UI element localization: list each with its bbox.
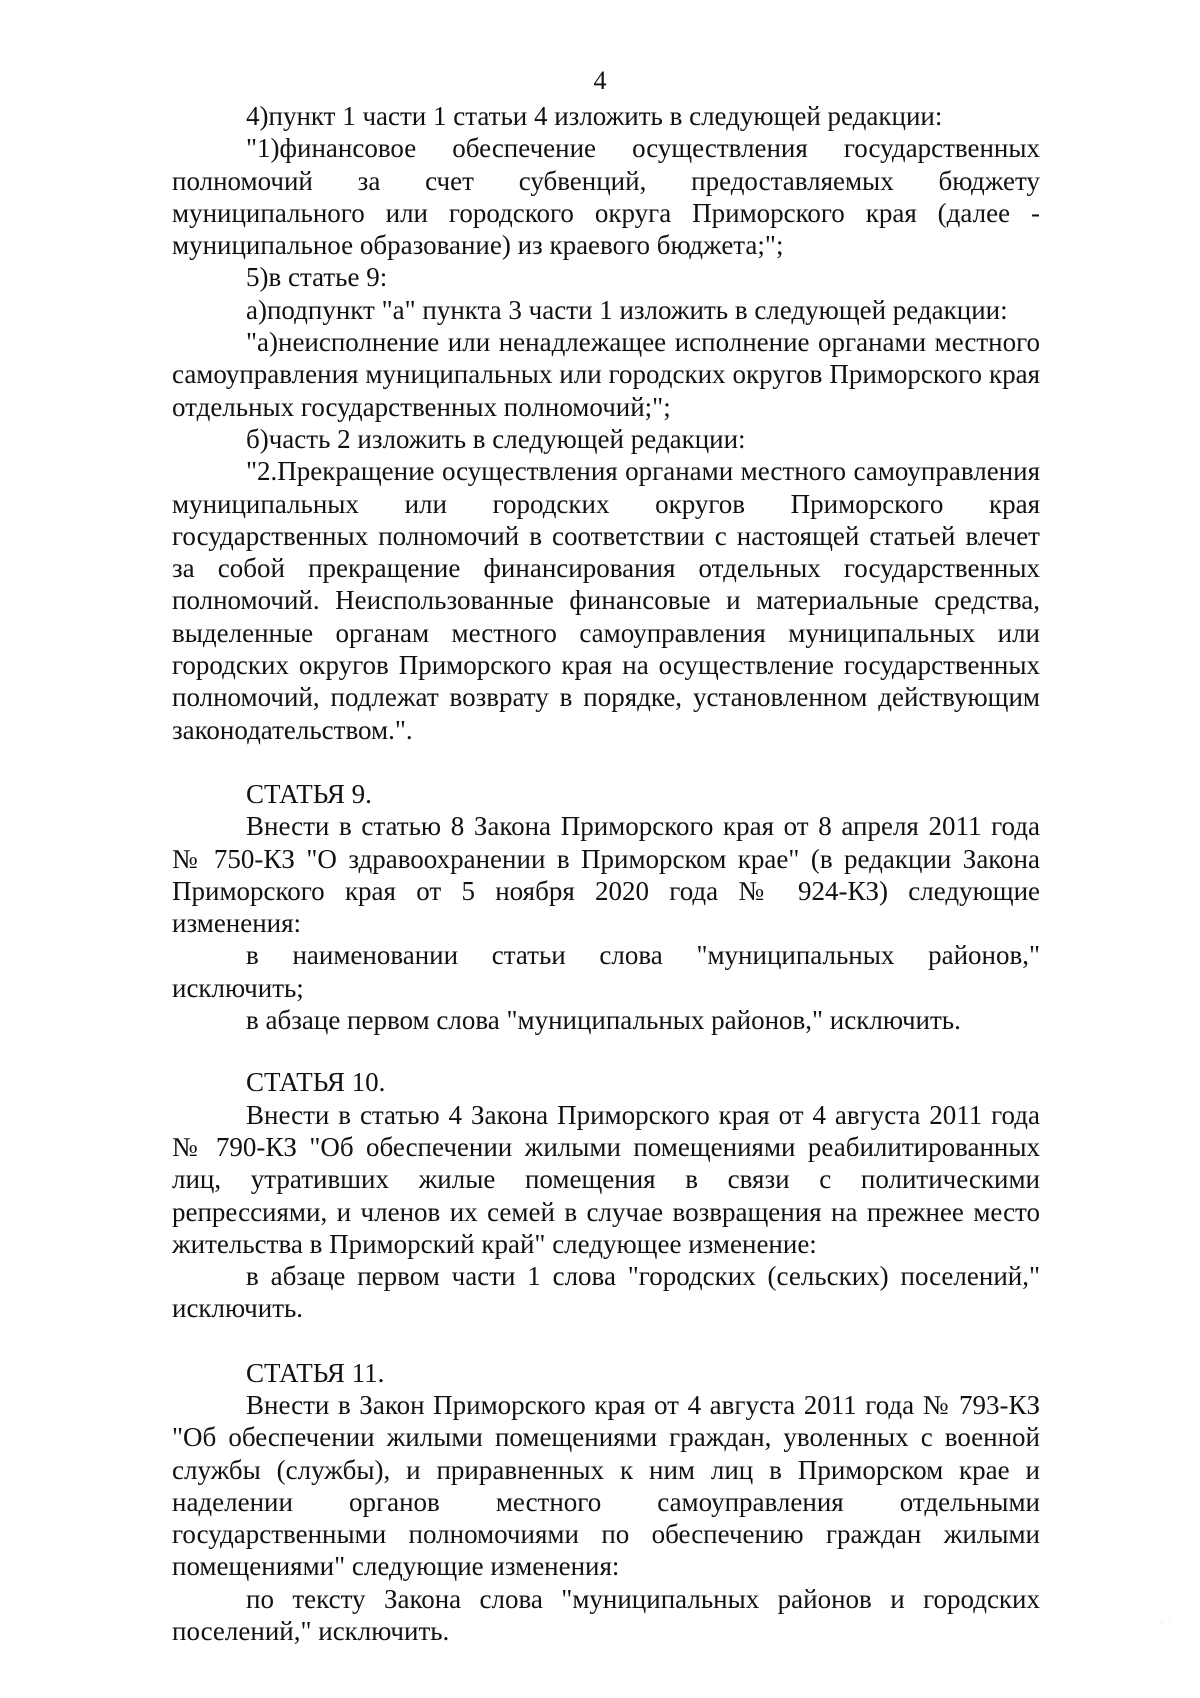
section-gap	[172, 1036, 1040, 1066]
amendment-subitem-a: а)подпункт "а" пункта 3 части 1 изложить в следующей редакции:	[246, 294, 1008, 325]
amendment-item-4-text: "1)финансовое обеспечение осуществления государственных полномочий за счет субвенций, предоставляемых бюджету муниципального или городского округа Приморского края (далее - муниципальное образование) из краевого бюджета;";	[172, 133, 1040, 261]
section-gap	[172, 746, 1040, 778]
amendment-item-5: 5)в статье 9:	[246, 262, 388, 293]
article-10-heading: СТАТЬЯ 10.	[246, 1067, 386, 1098]
article-10-paragraph: в абзаце первом части 1 слова "городских (сельских) поселений," исключить.	[172, 1261, 1040, 1324]
amendment-subitem-b: б)часть 2 изложить в следующей редакции:	[246, 423, 746, 454]
scan-speck-decoration: · ·	[1160, 1618, 1174, 1627]
section-gap	[172, 1325, 1040, 1357]
amendment-subitem-a-text: "а)неисполнение или ненадлежащее исполнение органами местного самоуправления муниципальных или городских округов Приморского края отдельных государственных полномочий;";	[172, 327, 1040, 422]
article-11-paragraph: Внести в Закон Приморского края от 4 августа 2011 года № 793-КЗ "Об обеспечении жилыми помещениями граждан, уволенных с военной службы (службы), и приравненных к ним лиц в Приморском крае и наделении органов местного самоуправления отдельными государственными полномочиями по обеспечению граждан жилыми помещениями" следующие изменения:	[172, 1389, 1040, 1582]
amendment-subitem-b-text: "2.Прекращение осуществления органами местного самоуправления муниципальных или городских округов Приморского края государственных полномочий в соответствии с настоящей статьей влечет за собой прекращение финансирования отдельных государственных полномочий. Неиспользованные финансовые и материальные средства, выделенные органам местного самоуправления муниципальных или городских округов Приморского края на осуществление государственных полномочий, подлежат возврату в порядке, установленном действующим законодательством.".	[172, 456, 1040, 745]
amendment-item-4: 4)пункт 1 части 1 статьи 4 изложить в следующей редакции:	[246, 101, 943, 131]
article-11-heading: СТАТЬЯ 11.	[246, 1357, 385, 1388]
article-10-paragraph: Внести в статью 4 Закона Приморского края от 4 августа 2011 года № 790-КЗ "Об обеспечении жилыми помещениями реабилитированных лиц, утративших жилые помещения в связи с политическими репрессиями, и членов их семей в случае возвращения на прежнее место жительства в Приморский край" следующее изменение:	[172, 1099, 1040, 1259]
page-number: 4	[593, 66, 607, 95]
article-9-paragraph: Внести в статью 8 Закона Приморского края от 8 апреля 2011 года № 750-КЗ "О здравоохранении в Приморском крае" (в редакции Закона Приморского края от 5 ноября 2020 года № 924-КЗ) следующие изменения:	[172, 811, 1040, 939]
article-9-paragraph: в наименовании статьи слова "муниципальных районов," исключить;	[172, 940, 1040, 1003]
article-9-paragraph: в абзаце первом слова "муниципальных районов," исключить.	[246, 1005, 961, 1036]
article-9-heading: СТАТЬЯ 9.	[246, 778, 372, 809]
article-11-paragraph: по тексту Закона слова "муниципальных районов и городских поселений," исключить.	[172, 1583, 1040, 1647]
document-body	[172, 100, 1040, 1647]
